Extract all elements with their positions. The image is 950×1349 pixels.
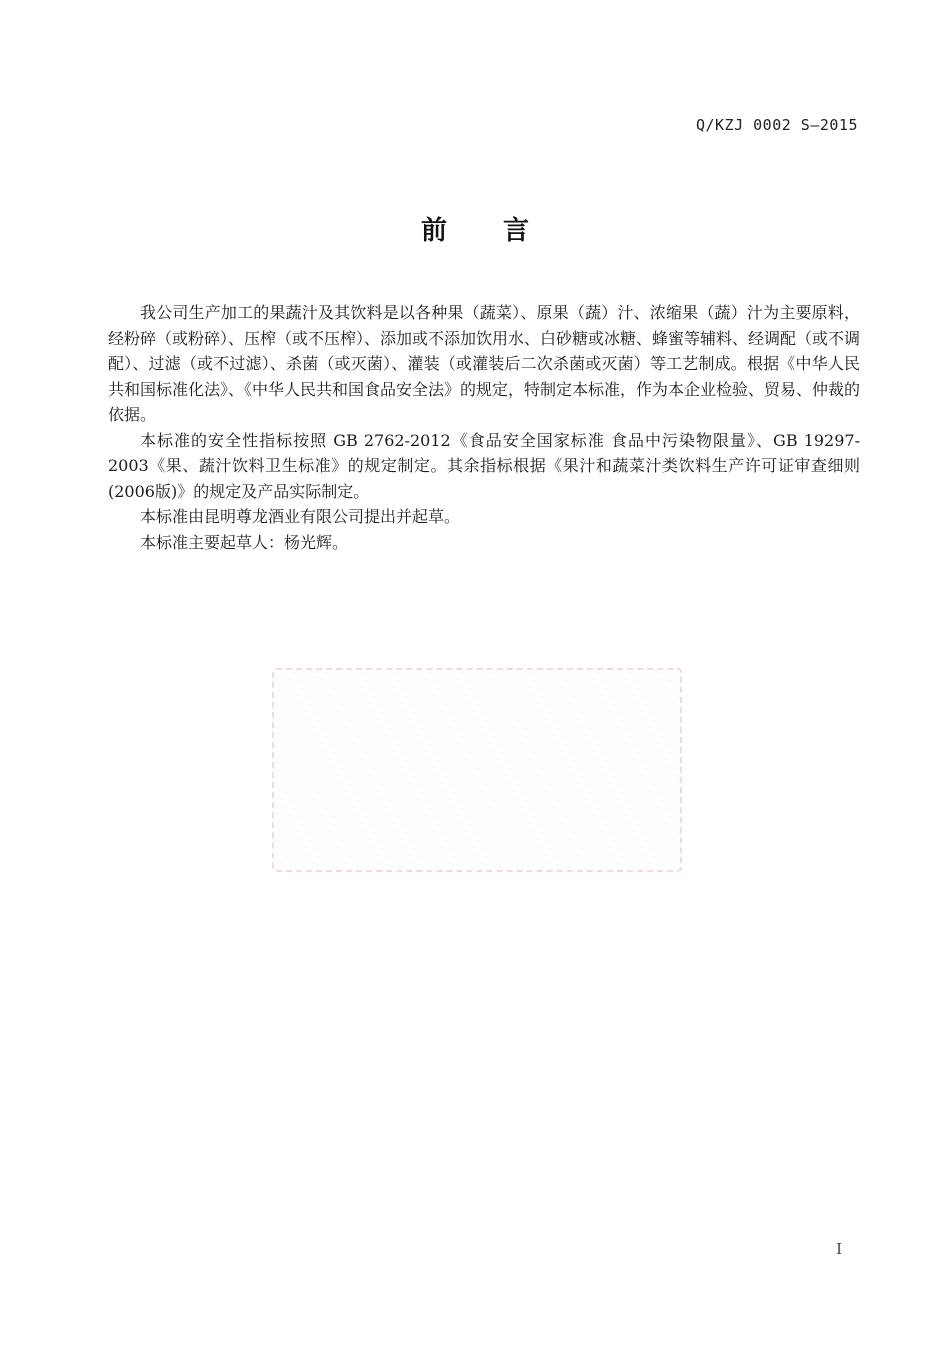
foreword-body xyxy=(108,300,860,555)
paragraph-drafting-unit: 本标准由昆明尊龙酒业有限公司提出并起草。 xyxy=(140,507,461,526)
page-title: 前言 xyxy=(420,216,585,246)
paragraph-intro: 我公司生产加工的果蔬汁及其饮料是以各种果（蔬菜）、原果（蔬）汁、浓缩果（蔬）汁为主要原料，经粉碎（或粉碎）、压榨（或不压榨）、添加或不添加饮用水、白砂糖或冰糖、蜂蜜等辅料、经调配（或不调配）、过滤（或不过滤）、杀菌（或灭菌）、灌装（或灌装后二次杀菌或灭菌）等工艺制成。根据《中华人民共和国标准化法》、《中华人民共和国食品安全法》的规定，特制定本标准，作为本企业检验、贸易、仲裁的依据。 xyxy=(108,303,861,424)
standard-number: Q/KZJ 0002 S—2015 xyxy=(695,116,858,134)
paragraph-drafter: 本标准主要起草人：杨光辉。 xyxy=(140,532,349,552)
faint-stamp-seal xyxy=(272,668,682,872)
paragraph-safety-indicators: 本标准的安全性指标按照 GB 2762-2012《食品安全国家标准 食品中污染物限量》、GB 19297-2003《果、蔬汁饮料卫生标准》的规定制定。其余指标根据《果汁和蔬菜汁类饮料生产许可证审查细则(2006版)》的规定及产品实际制定。 xyxy=(108,430,860,501)
page-number: I xyxy=(836,1240,842,1258)
